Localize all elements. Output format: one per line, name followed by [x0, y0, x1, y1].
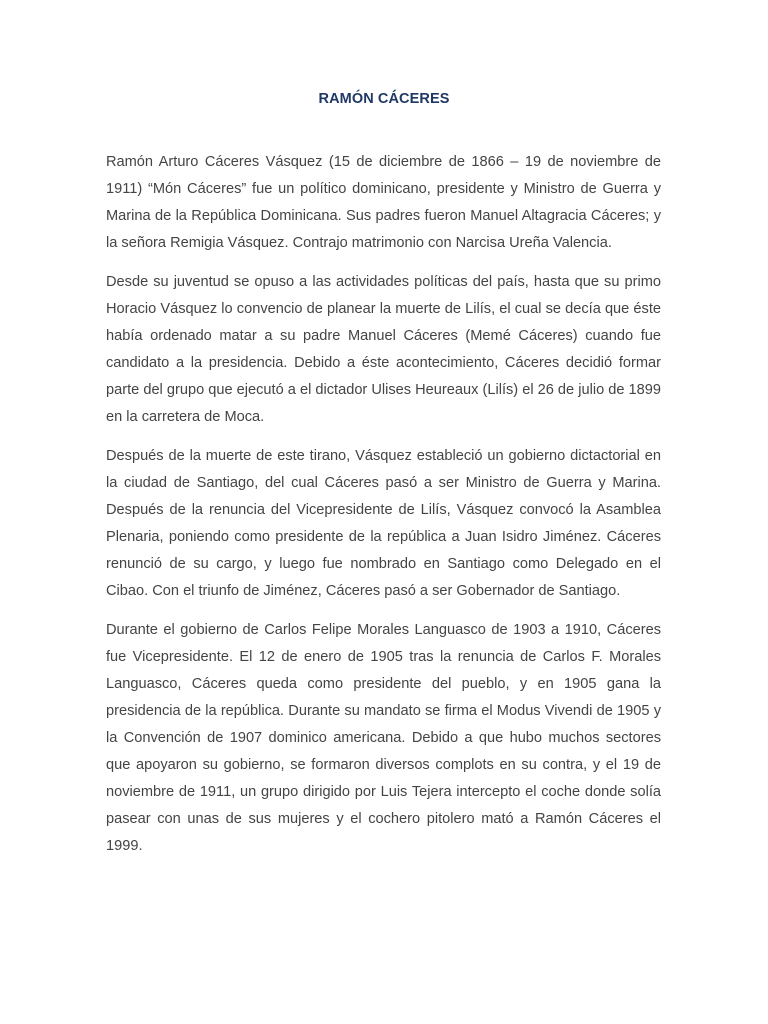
document-title: RAMÓN CÁCERES	[318, 91, 450, 107]
paragraph-3: Después de la muerte de este tirano, Vásquez estableció un gobierno dictactorial en la ciudad de Santiago, del cual Cáceres pasó a ser Ministro de Guerra y Marina. Después de la renuncia del Vicepresidente de Lilís, Vásquez convocó la Asamblea Plenaria, poniendo como presidente de la república a Juan Isidro Jiménez. Cáceres renunció de su cargo, y luego fue nombrado en Santiago como Delegado en el Cibao. Con el triunfo de Jiménez, Cáceres pasó a ser Gobernador de Santiago.	[106, 448, 661, 599]
paragraph-1: Ramón Arturo Cáceres Vásquez (15 de diciembre de 1866 – 19 de noviembre de 1911) “Món Cáceres” fue un político dominicano, presidente y Ministro de Guerra y Marina de la República Dominicana. Sus padres fueron Manuel Altagracia Cáceres; y la señora Remigia Vásquez. Contrajo matrimonio con Narcisa Ureña Valencia.	[106, 154, 661, 251]
paragraph-4: Durante el gobierno de Carlos Felipe Morales Languasco de 1903 a 1910, Cáceres fue Vicepresidente. El 12 de enero de 1905 tras la renuncia de Carlos F. Morales Languasco, Cáceres queda como presidente del pueblo, y en 1905 gana la presidencia de la república. Durante su mandato se firma el Modus Vivendi de 1905 y la Convención de 1907 dominico americana. Debido a que hubo muchos sectores que apoyaron su gobierno, se formaron diversos complots en su contra, y el 19 de noviembre de 1911, un grupo dirigido por Luis Tejera intercepto el coche donde solía pasear con unas de sus mujeres y el cochero pitolero mató a Ramón Cáceres el 1999.	[106, 622, 661, 854]
paragraph-2: Desde su juventud se opuso a las actividades políticas del país, hasta que su primo Horacio Vásquez lo convencio de planear la muerte de Lilís, el cual se decía que éste había ordenado matar a su padre Manuel Cáceres (Memé Cáceres) cuando fue candidato a la presidencia. Debido a éste acontecimiento, Cáceres decidió formar parte del grupo que ejecutó a el dictador Ulises Heureaux (Lilís) el 26 de julio de 1899 en la carretera de Moca.	[106, 274, 661, 425]
document-body	[106, 149, 661, 872]
